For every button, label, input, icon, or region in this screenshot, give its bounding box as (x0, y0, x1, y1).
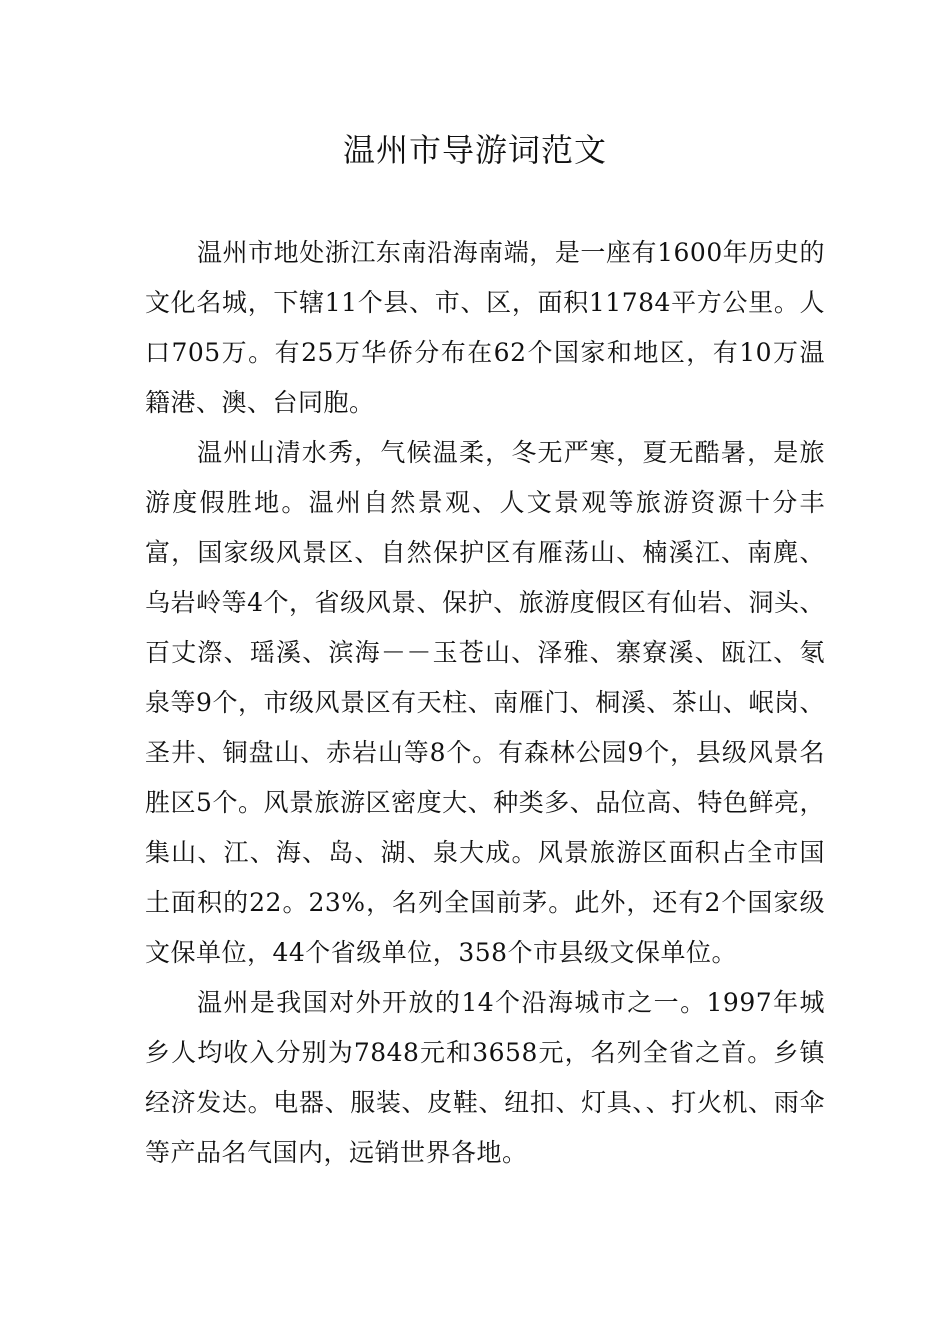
document-body (145, 228, 825, 1178)
paragraph-scenery: 温州山清水秀，气候温柔，冬无严寒，夏无酷暑，是旅游度假胜地。温州自然景观、人文景观等旅游资源十分丰富，国家级风景区、自然保护区有雁荡山、楠溪江、南麂、乌岩岭等4个，省级风景、保护、旅游度假区有仙岩、洞头、百丈漈、瑶溪、滨海－－玉苍山、泽雅、寨寮溪、瓯江、氡泉等9个，市级风景区有天柱、南雁门、桐溪、茶山、岷岗、圣井、铜盘山、赤岩山等8个。有森林公园9个，县级风景名胜区5个。风景旅游区密度大、种类多、品位高、特色鲜亮，集山、江、海、岛、湖、泉大成。风景旅游区面积占全市国土面积的22。23%，名列全国前茅。此外，还有2个国家级文保单位，44个省级单位，358个市县级文保单位。 (145, 438, 825, 967)
paragraph-intro: 温州市地处浙江东南沿海南端，是一座有1600年历史的文化名城，下辖11个县、市、区，面积11784平方公里。人口705万。有25万华侨分布在62个国家和地区，有10万温籍港、澳、台同胞。 (145, 238, 825, 417)
paragraph-economy: 温州是我国对外开放的14个沿海城市之一。1997年城乡人均收入分别为7848元和3658元，名列全省之首。乡镇经济发达。电器、服装、皮鞋、纽扣、灯具、、打火机、雨伞等产品名气国内，远销世界各地。 (145, 988, 825, 1167)
document-title: 温州市导游词范文 (342, 131, 607, 169)
